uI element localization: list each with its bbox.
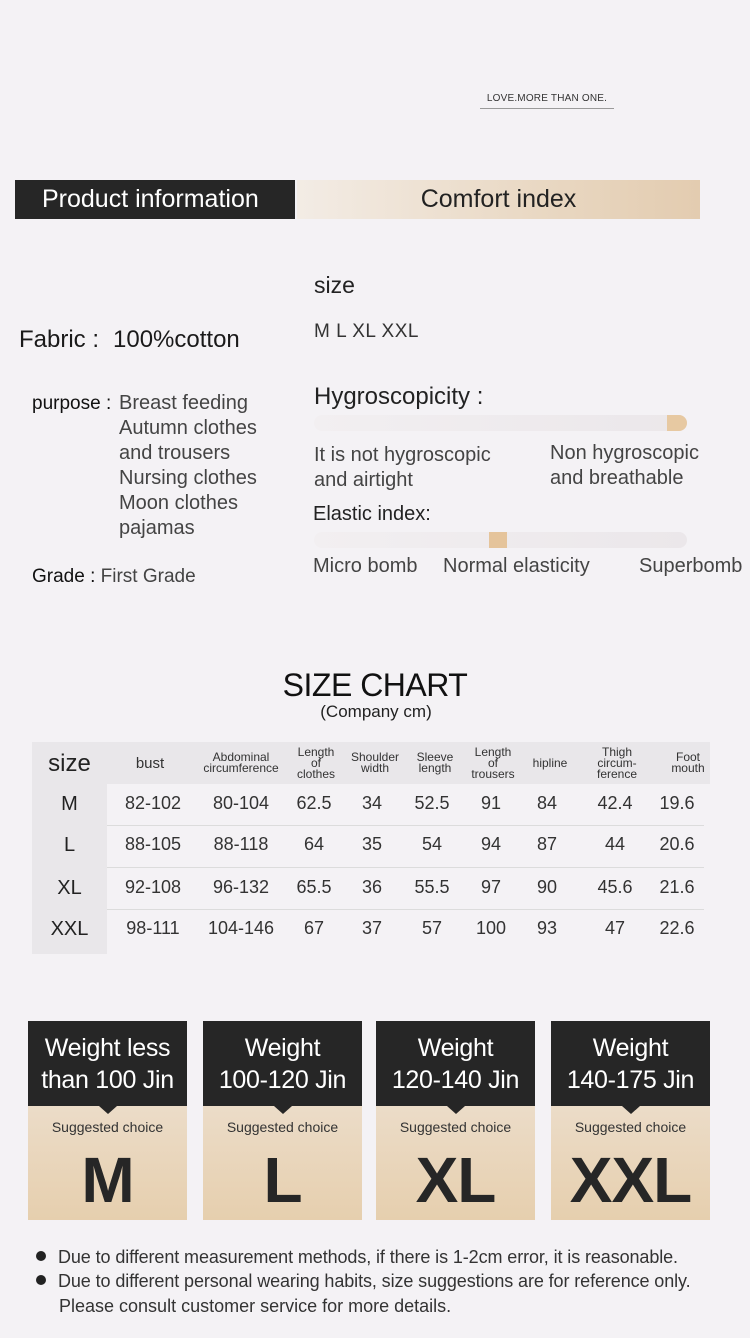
purpose-item: Moon clothes: [119, 492, 238, 514]
table-cell: 91: [480, 793, 502, 813]
card-weight: [376, 1021, 535, 1106]
card-weight: [551, 1021, 710, 1106]
card-size-letter: XL: [415, 1144, 496, 1216]
card-suggested-choice: Suggested choice: [226, 1119, 339, 1135]
table-cell: 84: [536, 793, 558, 813]
header-line: Foot: [675, 750, 700, 764]
card-weight-line: Weight: [244, 1034, 321, 1062]
header-hipline: hipline: [532, 755, 568, 770]
table-cell: 20.6: [659, 834, 695, 854]
header-thigh: [588, 742, 646, 784]
table-cell: 34: [361, 793, 383, 813]
table-cell: 94: [480, 834, 502, 854]
table-cell: 21.6: [659, 877, 695, 897]
table-cell: 80-104: [212, 793, 270, 813]
fabric-info: [19, 326, 240, 354]
brand-tagline: LOVE.MORE THAN ONE.: [480, 93, 614, 109]
table-size-cell: L: [63, 834, 76, 856]
size-heading: size: [314, 272, 355, 298]
row-divider: [107, 909, 704, 910]
table-cell: 96-132: [212, 877, 270, 897]
card-weight-line: 140-175 Jin: [566, 1066, 695, 1094]
grade-value: First Grade: [100, 566, 196, 587]
size-card-xl[interactable]: [376, 1021, 535, 1220]
table-cell: 97: [480, 877, 502, 897]
elastic-heading: Elastic index:: [313, 503, 431, 525]
table-cell: 37: [361, 918, 383, 938]
hygroscopicity-high-line: and breathable: [550, 467, 684, 489]
header-size: size: [48, 749, 91, 777]
table-cell: 64: [303, 834, 325, 854]
grade-info: [32, 566, 196, 588]
header-line: Abdominal: [212, 750, 270, 764]
table-cell: 35: [361, 834, 383, 854]
hygroscopicity-low-line: and airtight: [314, 469, 413, 491]
tab-product-information[interactable]: Product information: [15, 180, 295, 219]
note-measurement: [36, 1247, 678, 1268]
table-cell: 44: [604, 834, 626, 854]
table-cell: 88-105: [124, 834, 182, 854]
header-line: circum-: [597, 755, 637, 770]
purpose-item: and trousers: [119, 442, 231, 464]
hygroscopicity-high-line: Non hygroscopic: [550, 442, 699, 464]
hygroscopicity-indicator: [667, 415, 687, 431]
table-cell: 57: [421, 918, 443, 938]
tab-comfort-index[interactable]: Comfort index: [297, 180, 700, 219]
card-suggested-choice: Suggested choice: [51, 1119, 164, 1135]
header-line: Length: [474, 744, 512, 759]
size-card-l[interactable]: [203, 1021, 362, 1220]
header-line: Sleeve: [416, 750, 454, 764]
size-values: M L XL XXL: [314, 321, 419, 342]
header-line: of: [310, 755, 321, 770]
card-weight: [203, 1021, 362, 1106]
note-consult: Please consult customer service for more details.: [59, 1296, 452, 1316]
header-line: mouth: [671, 761, 705, 775]
size-card-xxl[interactable]: [551, 1021, 710, 1220]
hygroscopicity-heading: Hygroscopicity :: [314, 383, 484, 410]
bullet-icon: [36, 1275, 46, 1285]
card-weight-line: Weight: [592, 1034, 669, 1062]
card-suggested-choice: Suggested choice: [574, 1119, 687, 1135]
header-line: circumference: [203, 761, 279, 775]
fabric-value: 100%cotton: [113, 326, 240, 353]
elastic-indicator: [489, 532, 507, 548]
elastic-label-normal: Normal elasticity: [443, 555, 590, 577]
table-cell: 87: [536, 834, 558, 854]
card-weight-line: than 100 Jin: [41, 1066, 174, 1094]
row-divider: [107, 867, 704, 868]
purpose-list: [119, 391, 257, 541]
header-line: Thigh: [601, 744, 633, 759]
card-suggested-choice: Suggested choice: [399, 1119, 512, 1135]
table-cell: 45.6: [597, 877, 633, 897]
card-size-letter: L: [263, 1144, 302, 1216]
header-line: length: [418, 761, 452, 775]
purpose-label: purpose :: [32, 393, 112, 414]
hygroscopicity-low-label: [314, 443, 491, 493]
header-line: of: [487, 755, 498, 770]
grade-label: Grade :: [32, 566, 96, 587]
table-cell: 19.6: [659, 793, 695, 813]
purpose-item: Nursing clothes: [119, 467, 257, 489]
card-pointer: [447, 1106, 465, 1114]
card-size-letter: XXL: [569, 1144, 692, 1216]
table-size-cell: XL: [57, 877, 82, 899]
hygroscopicity-high-label: [550, 441, 699, 491]
header-line: Shoulder: [350, 750, 400, 764]
note-wearing-habits: [36, 1271, 691, 1292]
table-cell: 52.5: [414, 793, 450, 813]
card-pointer: [622, 1106, 640, 1114]
card-pointer: [99, 1106, 117, 1114]
fabric-label: Fabric :: [19, 326, 100, 353]
table-cell: 92-108: [124, 877, 182, 897]
header-line: clothes: [296, 766, 336, 781]
table-cell: 54: [421, 834, 443, 854]
note-text: Due to different measurement methods, if there is 1-2cm error, it is reasonable.: [58, 1247, 678, 1267]
purpose-item: pajamas: [119, 517, 195, 539]
header-line: ference: [596, 766, 638, 781]
header-line: Length: [297, 744, 335, 759]
header-foot: [664, 742, 712, 784]
size-chart-title: SIZE CHART: [282, 667, 468, 703]
table-cell: 104-146: [207, 918, 275, 938]
size-chart-subtitle: (Company cm): [320, 702, 432, 721]
table-cell: 98-111: [126, 918, 180, 938]
elastic-label-micro: Micro bomb: [313, 555, 418, 577]
header-line: width: [360, 761, 389, 775]
table-size-cell: M: [61, 793, 78, 815]
header-length-clothes: [290, 742, 342, 784]
table-cell: 62.5: [296, 793, 332, 813]
header-length-trousers: [464, 742, 522, 784]
header-abdominal: [196, 742, 286, 784]
header-sleeve: [408, 742, 462, 784]
card-pointer: [274, 1106, 292, 1114]
table-cell: 93: [536, 918, 558, 938]
table-cell: 47: [604, 918, 626, 938]
table-size-cell: XXL: [50, 918, 89, 940]
bullet-icon: [36, 1251, 46, 1261]
row-divider: [107, 825, 704, 826]
header-bust: bust: [135, 754, 165, 772]
card-weight-line: Weight less: [44, 1034, 171, 1062]
card-weight-line: 120-140 Jin: [391, 1066, 520, 1094]
table-cell: 65.5: [296, 877, 332, 897]
purpose-item: Breast feeding: [119, 392, 248, 414]
header-line: trousers: [471, 766, 515, 781]
elastic-label-super: Superbomb: [639, 555, 743, 577]
table-cell: 36: [361, 877, 383, 897]
purpose-item: Autumn clothes: [119, 417, 257, 439]
size-card-m[interactable]: [28, 1021, 187, 1220]
card-weight: [28, 1021, 187, 1106]
table-cell: 67: [303, 918, 325, 938]
table-cell: 100: [475, 918, 507, 938]
card-size-letter: M: [81, 1144, 134, 1216]
table-cell: 22.6: [659, 918, 695, 938]
note-text: Due to different personal wearing habits, size suggestions are for reference only.: [58, 1271, 691, 1291]
hygroscopicity-low-line: It is not hygroscopic: [314, 444, 491, 466]
table-cell: 90: [536, 877, 558, 897]
table-cell: 55.5: [414, 877, 450, 897]
table-cell: 88-118: [213, 834, 269, 854]
header-shoulder: [346, 742, 404, 784]
card-weight-line: 100-120 Jin: [218, 1066, 347, 1094]
card-weight-line: Weight: [417, 1034, 494, 1062]
table-cell: 42.4: [597, 793, 633, 813]
table-cell: 82-102: [124, 793, 182, 813]
hygroscopicity-track: [314, 415, 687, 431]
